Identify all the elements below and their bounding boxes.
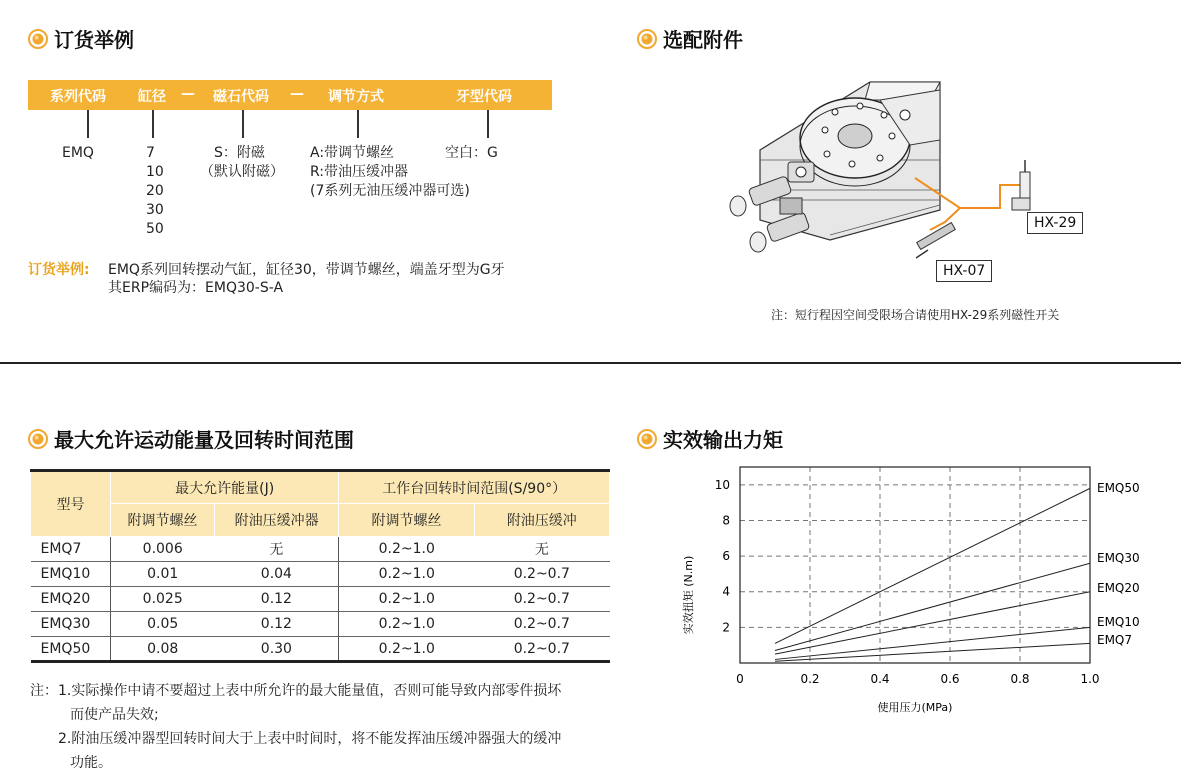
banner-bore: 缸径 bbox=[138, 89, 166, 105]
cell: 0.2~0.7 bbox=[474, 562, 609, 587]
adjust-remark: (7系列无油压缓冲器可选) bbox=[310, 183, 470, 199]
example-line-2: 其ERP编码为：EMQ30-S-A bbox=[108, 280, 284, 296]
cell: 0.2~1.0 bbox=[339, 587, 474, 612]
bullet-icon bbox=[28, 29, 48, 49]
x-tick-label: 0.8 bbox=[1010, 672, 1030, 686]
bore-item: 7 bbox=[146, 145, 155, 161]
y-tick-label: 10 bbox=[714, 477, 730, 492]
series-label-emq20: EMQ20 bbox=[1097, 581, 1140, 595]
series-line-emq50 bbox=[775, 488, 1090, 643]
table-row bbox=[31, 537, 610, 562]
magnet-default: （默认附磁） bbox=[200, 164, 284, 180]
cell-model: EMQ30 bbox=[31, 612, 111, 637]
accessory-title-text: 选配附件 bbox=[663, 28, 743, 52]
energy-section-title bbox=[28, 424, 354, 453]
series-label-emq50: EMQ50 bbox=[1097, 481, 1140, 495]
accessory-note: 注：短行程因空间受限场合请使用HX-29系列磁性开关 bbox=[771, 308, 1060, 322]
series-value: EMQ bbox=[62, 145, 94, 161]
x-tick-label: 0.6 bbox=[940, 672, 960, 686]
x-axis-label: 使用压力(MPa) bbox=[877, 701, 953, 714]
note-1: 注：1.实际操作中请不要超过上表中所允许的最大能量值，否则可能导致内部零件损坏 bbox=[30, 683, 562, 699]
y-tick-label: 6 bbox=[722, 549, 730, 564]
table-row bbox=[31, 612, 610, 637]
cell: 无 bbox=[474, 537, 609, 562]
cell: 0.30 bbox=[214, 637, 338, 662]
callout-hx07: HX-07 bbox=[936, 260, 992, 282]
cell: 0.025 bbox=[111, 587, 215, 612]
y-tick-label: 4 bbox=[722, 584, 730, 599]
bore-tick bbox=[152, 110, 154, 138]
series-label-emq10: EMQ10 bbox=[1097, 615, 1140, 629]
cell: 0.01 bbox=[111, 562, 215, 587]
energy-title-text: 最大允许运动能量及回转时间范围 bbox=[54, 428, 354, 452]
series-line-emq20 bbox=[775, 592, 1090, 654]
order-section-title bbox=[28, 24, 134, 53]
header-energy: 最大允许能量(J) bbox=[111, 471, 339, 504]
cell-model: EMQ7 bbox=[31, 537, 111, 562]
chart-frame bbox=[740, 467, 1090, 663]
note-2-cont: 功能。 bbox=[70, 755, 112, 771]
note-1-cont: 而使产品失效; bbox=[70, 707, 159, 723]
cell: 0.05 bbox=[111, 612, 215, 637]
section-divider bbox=[0, 362, 1181, 364]
table-row bbox=[31, 562, 610, 587]
cell: 0.2~1.0 bbox=[339, 562, 474, 587]
series-tick bbox=[87, 110, 89, 138]
banner-dash-2: — bbox=[290, 86, 304, 102]
cell: 0.12 bbox=[214, 587, 338, 612]
cell: 0.08 bbox=[111, 637, 215, 662]
cell-model: EMQ50 bbox=[31, 637, 111, 662]
cell: 无 bbox=[214, 537, 338, 562]
torque-section-title bbox=[637, 424, 783, 453]
banner-dash-1: — bbox=[181, 86, 195, 102]
cell: 0.2~0.7 bbox=[474, 637, 609, 662]
torque-title-text: 实效输出力矩 bbox=[663, 428, 783, 452]
bore-item: 20 bbox=[146, 183, 164, 199]
adjust-option-r: R:带油压缓冲器 bbox=[310, 164, 409, 180]
magnet-values bbox=[200, 144, 284, 182]
bullet-icon bbox=[637, 29, 657, 49]
x-tick-label: 0.4 bbox=[870, 672, 890, 686]
example-line-1: EMQ系列回转摆动气缸，缸径30，带调节螺丝，端盖牙型为G牙 bbox=[108, 262, 505, 278]
bore-list bbox=[146, 144, 164, 239]
banner-series-code: 系列代码 bbox=[50, 89, 106, 105]
magnet-option: S：附磁 bbox=[214, 145, 265, 161]
cell: 0.2~0.7 bbox=[474, 612, 609, 637]
header-time: 工作台回转时间范围(S/90°） bbox=[339, 471, 610, 504]
table-row bbox=[31, 637, 610, 662]
cell: 0.04 bbox=[214, 562, 338, 587]
x-tick-label: 0.2 bbox=[800, 672, 820, 686]
callout-hx29: HX-29 bbox=[1027, 212, 1083, 234]
y-axis-label: 实效扭矩 (N.m) bbox=[682, 555, 695, 635]
order-code-banner bbox=[28, 80, 552, 110]
cell: 0.2~1.0 bbox=[339, 612, 474, 637]
thread-tick bbox=[487, 110, 489, 138]
cell-model: EMQ10 bbox=[31, 562, 111, 587]
x-tick-label: 0 bbox=[736, 672, 744, 686]
adjust-tick bbox=[357, 110, 359, 138]
header-model: 型号 bbox=[31, 471, 111, 537]
y-tick-label: 8 bbox=[722, 513, 730, 528]
order-title-text: 订货举例 bbox=[54, 28, 134, 52]
energy-table bbox=[30, 469, 610, 663]
adjust-option-a: A:带调节螺丝 bbox=[310, 145, 395, 161]
subheader: 附油压缓冲器 bbox=[214, 504, 338, 537]
note-2: 2.附油压缓冲器型回转时间大于上表中时间时，将不能发挥油压缓冲器强大的缓冲 bbox=[58, 731, 562, 747]
bullet-icon bbox=[637, 429, 657, 449]
y-tick-label: 2 bbox=[722, 620, 730, 635]
bore-item: 10 bbox=[146, 164, 164, 180]
series-line-emq10 bbox=[775, 627, 1090, 659]
cell-model: EMQ20 bbox=[31, 587, 111, 612]
magnet-tick bbox=[242, 110, 244, 138]
bullet-icon bbox=[28, 429, 48, 449]
cell: 0.2~0.7 bbox=[474, 587, 609, 612]
series-label-emq30: EMQ30 bbox=[1097, 551, 1140, 565]
series-line-emq30 bbox=[775, 563, 1090, 650]
banner-magnet-code: 磁石代码 bbox=[213, 89, 269, 105]
cell: 0.006 bbox=[111, 537, 215, 562]
torque-chart bbox=[660, 455, 1160, 720]
bore-item: 50 bbox=[146, 221, 164, 237]
thread-value: 空白：G bbox=[445, 145, 498, 161]
table-row bbox=[31, 587, 610, 612]
banner-adjust-method: 调节方式 bbox=[328, 89, 384, 105]
series-label-emq7: EMQ7 bbox=[1097, 633, 1133, 647]
subheader: 附油压缓冲 bbox=[474, 504, 609, 537]
cell: 0.2~1.0 bbox=[339, 637, 474, 662]
rotary-cylinder-illustration bbox=[720, 60, 1120, 290]
accessory-section-title bbox=[637, 24, 743, 53]
subheader: 附调节螺丝 bbox=[111, 504, 215, 537]
example-label: 订货举例: bbox=[28, 262, 90, 278]
x-tick-label: 1.0 bbox=[1080, 672, 1100, 686]
bore-item: 30 bbox=[146, 202, 164, 218]
series-line-emq7 bbox=[775, 643, 1090, 661]
banner-thread-code: 牙型代码 bbox=[456, 89, 512, 105]
cell: 0.12 bbox=[214, 612, 338, 637]
cell: 0.2~1.0 bbox=[339, 537, 474, 562]
subheader: 附调节螺丝 bbox=[339, 504, 474, 537]
